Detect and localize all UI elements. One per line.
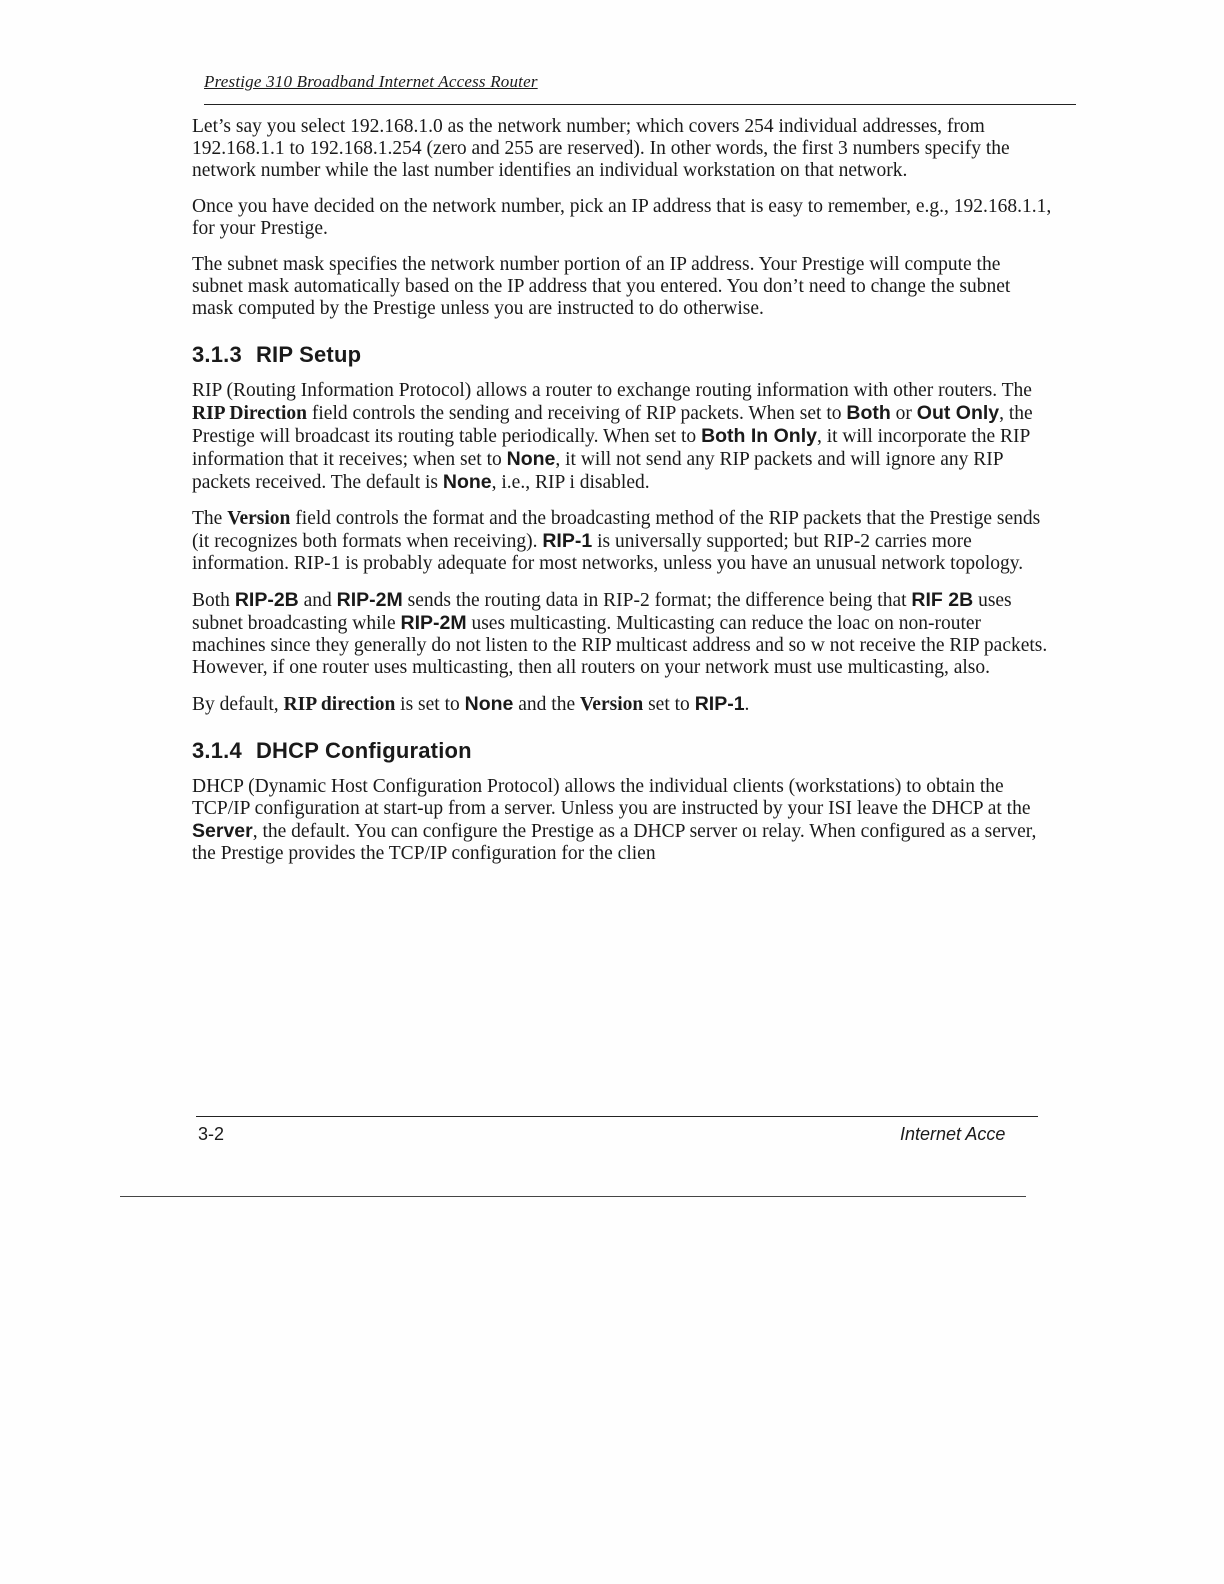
text-run: is set to bbox=[395, 694, 465, 715]
text-run: By default, bbox=[192, 694, 284, 715]
page-body bbox=[192, 116, 1052, 879]
bold-term: RIP direction bbox=[283, 694, 396, 715]
bold-term: None bbox=[442, 471, 492, 493]
footer-title: Internet Acce bbox=[900, 1124, 1006, 1144]
bold-term: RIP-2M bbox=[400, 612, 467, 634]
bold-term: None bbox=[506, 448, 556, 470]
bold-term: Version bbox=[580, 694, 644, 715]
text-run: DHCP (Dynamic Host Configuration Protocol) allows the individual clients (workstations) to obtain the TCP/IP configuration at start-up from a server. Unless you are instructed by your ISI leave the DHCP at the bbox=[192, 776, 1031, 819]
text-run: sends the routing data in RIP-2 format; the difference being that bbox=[402, 590, 912, 611]
bold-term: RIP-1 bbox=[542, 530, 593, 552]
bold-term: RIP Direction bbox=[192, 403, 308, 424]
bold-term: RIF 2B bbox=[911, 589, 974, 611]
section-title: RIP Setup bbox=[255, 342, 362, 367]
rip-paragraph-2 bbox=[192, 508, 1052, 575]
footer-rule bbox=[196, 1116, 1038, 1117]
bold-term: Version bbox=[227, 508, 291, 529]
text-run: . bbox=[744, 694, 750, 715]
dhcp-paragraph-1 bbox=[192, 776, 1052, 865]
text-run: and bbox=[298, 590, 337, 611]
header-rule bbox=[204, 104, 1076, 105]
section-heading-dhcp bbox=[192, 738, 1052, 764]
bold-term: RIP-2M bbox=[336, 589, 403, 611]
running-header: Prestige 310 Broadband Internet Access Router bbox=[204, 72, 538, 91]
bold-term: Both bbox=[846, 402, 891, 424]
bold-term: None bbox=[464, 693, 514, 715]
intro-paragraph-2: Once you have decided on the network number, pick an IP address that is easy to remember, e.g., 192.168.1.1, for your Prestige. bbox=[192, 196, 1052, 239]
section-number: 3.1.4 bbox=[192, 738, 242, 763]
text-run: RIP (Routing Information Protocol) allows a router to exchange routing information with other routers. The bbox=[192, 380, 1032, 401]
section-number: 3.1.3 bbox=[192, 342, 242, 367]
text-run: field controls the sending and receiving of RIP packets. When set to bbox=[307, 403, 847, 424]
text-run: , the default. You can configure the Prestige as a DHCP server oı relay. When configured as a server, the Prestige provides the TCP/IP configuration for the clien bbox=[192, 821, 1037, 864]
section-title: DHCP Configuration bbox=[255, 738, 472, 763]
text-run: , it will incorporate the RIP information that it receives; when set to bbox=[192, 426, 1030, 470]
bottom-rule bbox=[120, 1196, 1026, 1197]
text-run: , i.e., RIP i disabled. bbox=[491, 472, 650, 493]
bold-term: Both In Only bbox=[701, 425, 817, 447]
text-run: , it will not send any RIP packets and will ignore any RIP packets received. The default is bbox=[192, 449, 1003, 493]
bold-term: RIP-2B bbox=[234, 589, 299, 611]
page-number: 3-2 bbox=[198, 1124, 225, 1144]
rip-paragraph-3 bbox=[192, 589, 1052, 679]
text-run: , the Prestige will broadcast its routing table periodically. When set to bbox=[192, 403, 1033, 447]
text-run: The bbox=[192, 508, 228, 529]
text-run: uses subnet broadcasting while bbox=[192, 590, 1012, 634]
rip-paragraph-4 bbox=[192, 693, 1052, 716]
rip-paragraph-1 bbox=[192, 380, 1052, 494]
text-run: Both bbox=[192, 590, 235, 611]
intro-paragraph-1: Let’s say you select 192.168.1.0 as the network number; which covers 254 individual addresses, from 192.168.1.1 to 192.168.1.254 (zero and 255 are reserved). In other words, the first 3 numbers specify the network number while the last number identifies an individual workstation on that network. bbox=[192, 116, 1010, 181]
text-run: is universally supported; but RIP-2 carries more information. RIP-1 is probably adequate for most networks, unless you have an unusual network topology. bbox=[192, 531, 1024, 574]
text-run: uses multicasting. Multicasting can reduce the loac on non-router machines since they generally do not listen to the RIP multicast address and so w not receive the RIP packets. However, if one router uses multicasting, then all routers on your network must use multicasting, also. bbox=[192, 613, 1048, 678]
bold-term: Out Only bbox=[916, 402, 1000, 424]
bold-term: Server bbox=[192, 820, 253, 842]
text-run: set to bbox=[643, 694, 695, 715]
text-run: and the bbox=[513, 694, 580, 715]
text-run: field controls the format and the broadcasting method of the RIP packets that the Prestige sends (it recognizes both formats when receiving). bbox=[192, 508, 1041, 552]
intro-paragraph-3: The subnet mask specifies the network number portion of an IP address. Your Prestige will compute the subnet mask automatically based on the IP address that you entered. You don’t need to change the subnet mask computed by the Prestige unless you are instructed to do otherwise. bbox=[192, 254, 1011, 319]
section-heading-rip bbox=[192, 342, 1052, 368]
bold-term: RIP-1 bbox=[694, 693, 745, 715]
text-run: or bbox=[890, 403, 917, 424]
